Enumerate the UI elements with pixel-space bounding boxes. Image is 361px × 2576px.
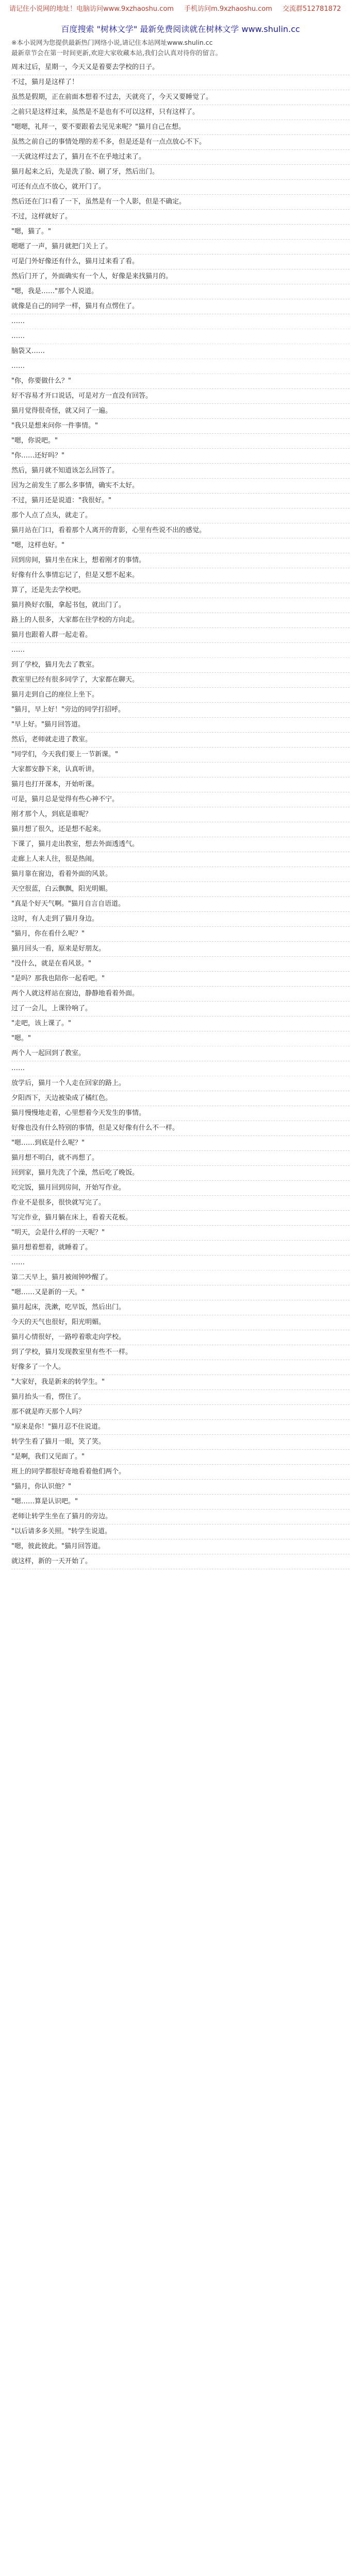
header-mobile-link[interactable]: 手机访问m.9xzhaoshu.com — [184, 5, 272, 13]
chapter-paragraph: 猫月起床，洗漱，吃早饭，然后出门。 — [11, 1300, 350, 1315]
chapter-paragraph: "嗯……到底是什么呢？" — [11, 1136, 350, 1151]
site-note-line-2: 最新章节会在第一时间更新,欢迎大家收藏本站,我们会认真对待你的留言。 — [11, 49, 222, 57]
chapter-paragraph: 今天的天气也很好，阳光明媚。 — [11, 1315, 350, 1330]
chapter-paragraph: 猫月想着想着，就睡着了。 — [11, 1241, 350, 1256]
chapter-paragraph: 刚才那个人，到底是谁呢？ — [11, 807, 350, 822]
site-note-line-1: ※本小说网为您提供最新热门网络小说,请记住本站网址www.shulin.cc — [11, 39, 213, 46]
chapter-paragraph: "走吧，该上课了。" — [11, 1016, 350, 1031]
chapter-paragraph: 猫月抬头一看，愣住了。 — [11, 1390, 350, 1405]
chapter-paragraph: 然后，老师就走进了教室。 — [11, 733, 350, 748]
chapter-paragraph: 猫月回头一看，原来是好朋友。 — [11, 942, 350, 957]
chapter-paragraph: 之前只是这样过来，虽然是不是也有不可以这样，只有这样了。 — [11, 105, 350, 120]
chapter-paragraph: 不过，猫月是这样了！ — [11, 75, 350, 90]
chapter-paragraph: 走廊上人来人往，很是热闹。 — [11, 852, 350, 867]
chapter-paragraph: 过了一会儿，上课铃响了。 — [11, 1002, 350, 1016]
chapter-paragraph: "没什么，就是在看风景。" — [11, 957, 350, 972]
chapter-paragraph: 两个人一起回到了教室。 — [11, 1046, 350, 1061]
chapter-paragraph: …… — [11, 1256, 350, 1270]
chapter-paragraph: …… — [11, 314, 350, 329]
chapter-paragraph: 转学生看了猫月一眼，笑了笑。 — [11, 1435, 350, 1450]
chapter-paragraph: …… — [11, 329, 350, 344]
chapter-paragraph: 猫月起来之后，先是洗了脸、刷了牙，然后出门。 — [11, 165, 350, 180]
chapter-paragraph: 那个人点了点头，就走了。 — [11, 509, 350, 523]
chapter-paragraph: …… — [11, 359, 350, 374]
chapter-paragraph: 好像多了一个人。 — [11, 1360, 350, 1375]
chapter-paragraph: "嗯……又是新的一天。" — [11, 1285, 350, 1300]
chapter-paragraph: "以后请多多关照。"转学生说道。 — [11, 1524, 350, 1539]
chapter-paragraph: "早上好。"猫月回答道。 — [11, 718, 350, 733]
chapter-paragraph: 一天就这样过去了，猫月在不在乎地过来了。 — [11, 150, 350, 165]
chapter-paragraph: 回到家，猫月先洗了个澡，然后吃了晚饭。 — [11, 1166, 350, 1181]
chapter-paragraph: "嗯，彼此彼此。"猫月回答道。 — [11, 1539, 350, 1554]
chapter-paragraph: 不过，这样就好了。 — [11, 210, 350, 225]
chapter-paragraph: …… — [11, 643, 350, 658]
chapter-paragraph: 脑袋又…… — [11, 344, 350, 359]
chapter-paragraph: 大家都安静下来，认真听讲。 — [11, 762, 350, 777]
chapter-paragraph: 猫月想了很久，还是想不起来。 — [11, 822, 350, 837]
chapter-paragraph: "是吗？那我也陪你一起看吧。" — [11, 972, 350, 987]
chapter-paragraph: "你，你要做什么？" — [11, 374, 350, 389]
chapter-paragraph: 老师让转学生坐在了猫月的旁边。 — [11, 1510, 350, 1524]
chapter-paragraph: 就这样，新的一天开始了。 — [11, 1554, 350, 1569]
chapter-paragraph: 猫月也打开课本，开始听课。 — [11, 777, 350, 792]
chapter-paragraph: 吃完饭，猫月回到房间，开始写作业。 — [11, 1181, 350, 1196]
chapter-paragraph: 好像有什么事情忘记了，但是又想不起来。 — [11, 568, 350, 583]
header-address-text: 请记住小说网的地址！电脑访问www.9xzhaoshu.com — [9, 5, 174, 13]
chapter-paragraph: "猫月，早上好！"旁边的同学打招呼。 — [11, 703, 350, 718]
chapter-paragraph: 到了学校，猫月先去了教室。 — [11, 658, 350, 673]
chapter-paragraph: 回到房间，猫月坐在床上，想着刚才的事情。 — [11, 553, 350, 568]
chapter-paragraph: 班上的同学都很好奇地看着他们两个。 — [11, 1465, 350, 1480]
chapter-paragraph: 那不就是昨天那个人吗？ — [11, 1405, 350, 1420]
chapter-paragraph: "嗯，这样也好。" — [11, 538, 350, 553]
site-header-bar — [0, 0, 361, 18]
site-banner-top[interactable]: 百度搜索 "树林文学" 最新免费阅读就在树林文学 www.shulin.cc — [61, 24, 300, 34]
chapter-paragraph: 算了，还是先去学校吧。 — [11, 583, 350, 598]
chapter-paragraph: 猫月觉得很奇怪，就又问了一遍。 — [11, 404, 350, 419]
chapter-paragraph: 虽然之前自己的事情处理的差不多，但是还是有一点点放心不下。 — [11, 135, 350, 150]
chapter-paragraph: 然后还在门口看了一下，虽然是有一个人影，但是不确定。 — [11, 195, 350, 210]
chapter-paragraph: "原来是你！"猫月忍不住说道。 — [11, 1420, 350, 1435]
chapter-paragraph: 猫月心情很好，一路哼着歌走向学校。 — [11, 1330, 350, 1345]
chapter-paragraph: 虽然是假期，正在前面本想着不过去，天就亮了，今天又要睡觉了。 — [11, 90, 350, 105]
chapter-paragraph: 猫月慢慢地走着，心里想着今天发生的事情。 — [11, 1106, 350, 1121]
chapter-paragraph: "嗯。" — [11, 1031, 350, 1046]
chapter-paragraph: "猫月，你认识他？" — [11, 1480, 350, 1495]
chapter-paragraph: "明天，会是什么样的一天呢？" — [11, 1226, 350, 1241]
chapter-paragraph: 天空很蓝，白云飘飘，阳光明媚。 — [11, 882, 350, 897]
header-group-text: 交流群512781872 — [282, 5, 341, 13]
chapter-paragraph: 就像是自己的同学一样，猫月有点愣住了。 — [11, 299, 350, 314]
chapter-paragraph: "嗯……算是认识吧。" — [11, 1495, 350, 1510]
chapter-paragraph: 因为之前发生了那么多事情，确实不太好。 — [11, 479, 350, 494]
chapter-paragraph: "你……还好吗？" — [11, 449, 350, 464]
chapter-paragraph: 这时，有人走到了猫月身边。 — [11, 912, 350, 927]
chapter-paragraph: 可还有点点不放心，就开门了。 — [11, 180, 350, 195]
chapter-paragraph: 两个人就这样站在窗边，静静地看着外面。 — [11, 987, 350, 1002]
chapter-paragraph: "同学们，今天我们要上一节新课。" — [11, 748, 350, 762]
chapter-paragraph: 可是门外好像还有什么，猫月过来看了看。 — [11, 255, 350, 269]
chapter-paragraph: 猫月靠在窗边，看着外面的风景。 — [11, 867, 350, 882]
chapter-paragraph: 教室里已经有很多同学了，大家都在聊天。 — [11, 673, 350, 688]
chapter-paragraph: "真是个好天气啊。"猫月自言自语道。 — [11, 897, 350, 912]
chapter-paragraph: 然后，猫月就不知道该怎么回答了。 — [11, 464, 350, 479]
chapter-paragraph: 下课了，猫月走出教室，想去外面透透气。 — [11, 837, 350, 852]
chapter-paragraph: 放学后，猫月一个人走在回家的路上。 — [11, 1076, 350, 1091]
chapter-paragraph: "嗯，我是……"那个人说道。 — [11, 284, 350, 299]
chapter-paragraph: …… — [11, 1061, 350, 1076]
chapter-paragraph: 然后门开了，外面确实有一个人，好像是来找猫月的。 — [11, 269, 350, 284]
chapter-paragraph: 猫月站在门口，看着那个人离开的背影，心里有些说不出的感觉。 — [11, 523, 350, 538]
chapter-paragraph: 猫月想不明白，就不再想了。 — [11, 1151, 350, 1166]
chapter-paragraph: 周末过后，星期一，今天又是着要去学校的日子。 — [11, 60, 350, 75]
chapter-paragraph: 猫月也跟着人群一起走着。 — [11, 628, 350, 643]
chapter-paragraph: 到了学校，猫月发现教室里有些不一样。 — [11, 1345, 350, 1360]
chapter-paragraph: 可是，猫月总是觉得有些心神不宁。 — [11, 792, 350, 807]
chapter-paragraph: "大家好，我是新来的转学生。" — [11, 1375, 350, 1390]
site-note — [0, 38, 361, 58]
chapter-paragraph: 作业不是很多，很快就写完了。 — [11, 1196, 350, 1211]
chapter-paragraph: "嗯，你说吧。" — [11, 434, 350, 449]
chapter-paragraph: 夕阳西下，天边被染成了橘红色。 — [11, 1091, 350, 1106]
chapter-paragraph: "嗯，猫了。" — [11, 225, 350, 240]
chapter-paragraph: 不过，猫月还是说道："我很好。" — [11, 494, 350, 509]
chapter-paragraph: 猫月换好衣服，拿起书包，就出门了。 — [11, 598, 350, 613]
chapter-paragraph: "是啊，我们又见面了。" — [11, 1450, 350, 1465]
chapter-paragraph: 路上的人很多，大家都在往学校的方向走。 — [11, 613, 350, 628]
chapter-paragraph: 猫月走到自己的座位上坐下。 — [11, 688, 350, 703]
chapter-paragraph: 写完作业，猫月躺在床上，看着天花板。 — [11, 1211, 350, 1226]
chapter-paragraph: "嗯嗯，礼拜一，要不要跟着去见见来呢？"猫月自己在想。 — [11, 120, 350, 135]
chapter-content — [0, 60, 361, 1569]
chapter-paragraph: 好不容易才开口说话，可是对方一直没有回答。 — [11, 389, 350, 404]
chapter-paragraph: 嗯嗯了一声，猫月就把门关上了。 — [11, 240, 350, 255]
chapter-paragraph: "猫月，你在看什么呢？" — [11, 927, 350, 942]
chapter-paragraph: 好像也没有什么特别的事情，但是又好像有什么不一样。 — [11, 1121, 350, 1136]
chapter-paragraph: 第二天早上，猫月被闹钟吵醒了。 — [11, 1270, 350, 1285]
chapter-paragraph: "我只是想来问你一件事情。" — [11, 419, 350, 434]
